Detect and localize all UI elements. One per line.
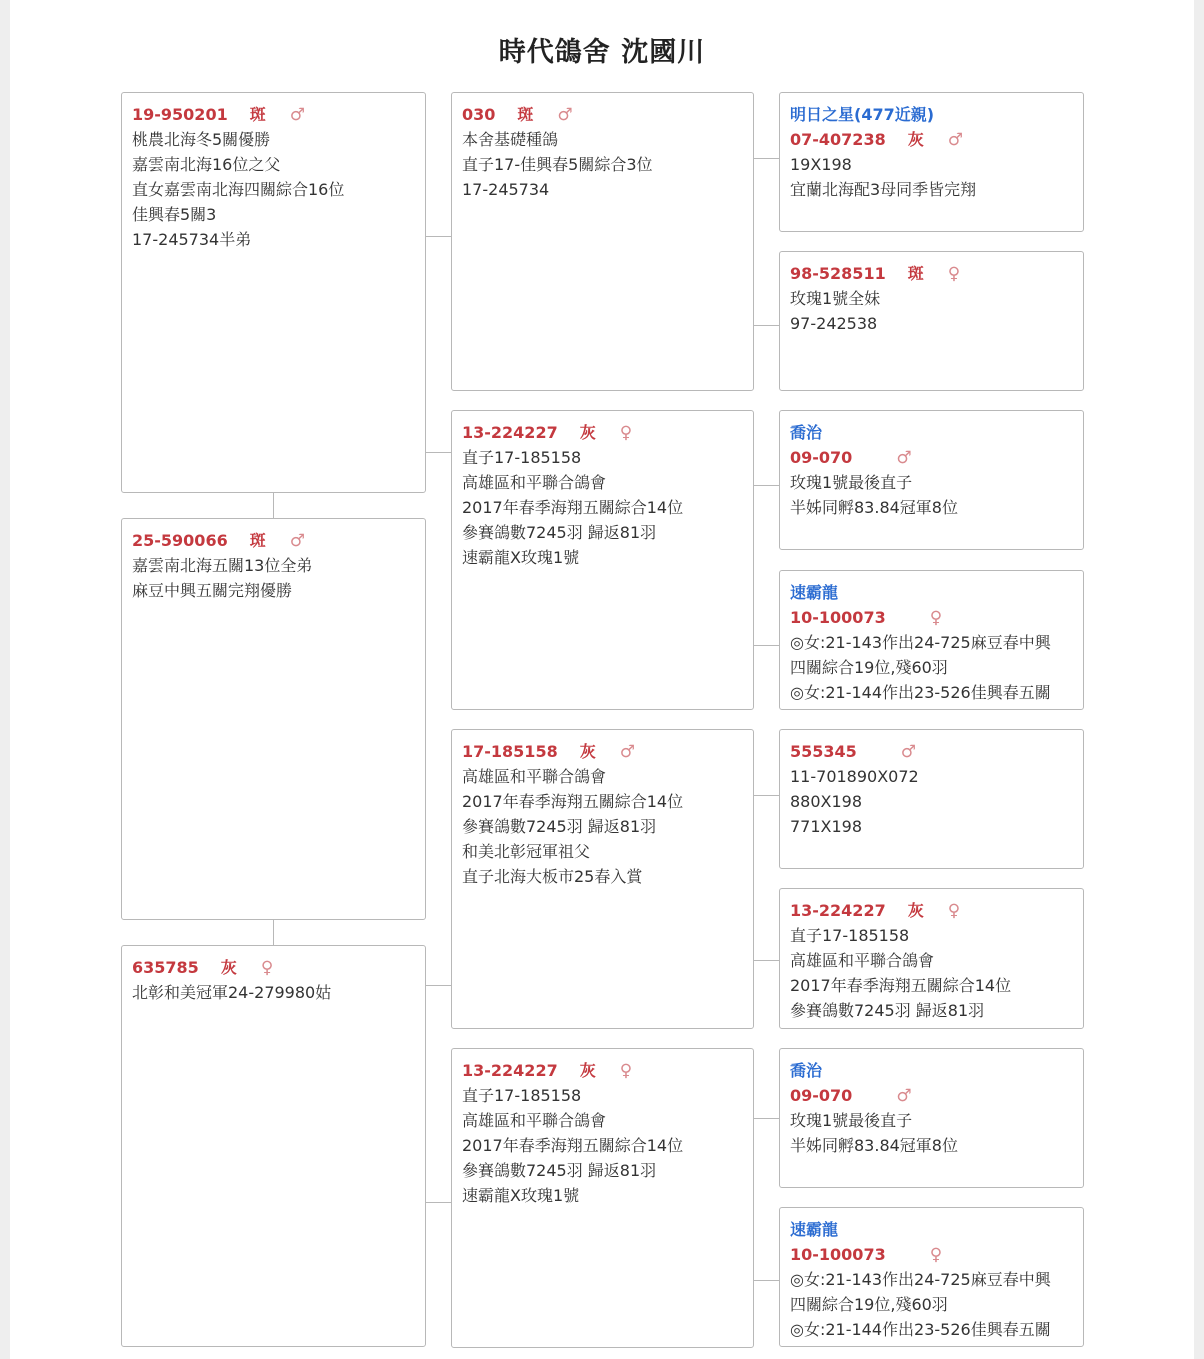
- ring-number: 07-407238: [790, 130, 886, 149]
- note-line: 參賽鴿數7245羽 歸返81羽: [462, 523, 657, 542]
- note-line: 麻豆中興五關完翔優勝: [132, 581, 293, 600]
- note-line: 19X198: [790, 155, 852, 174]
- ring-header: [790, 261, 1073, 286]
- ring-header: [462, 1058, 743, 1083]
- connector-line: [754, 325, 779, 326]
- note-line: 四關綜合19位,殘60羽: [790, 658, 948, 677]
- note-line: 玫瑰1號最後直子: [790, 1111, 913, 1130]
- ring-number: 10-100073: [790, 608, 886, 627]
- female-icon: ♀: [619, 423, 633, 443]
- gen3-card[interactable]: [779, 410, 1084, 550]
- note-line: 速霸龍X玫瑰1號: [462, 548, 580, 567]
- note-line: 880X198: [790, 792, 863, 811]
- note-line: 參賽鴿數7245羽 歸返81羽: [462, 817, 657, 836]
- note-line: 直子17-佳興春5關綜合3位: [462, 155, 653, 174]
- ring-header: [790, 1083, 1073, 1108]
- ring-number: 19-950201: [132, 105, 228, 124]
- note-line: 高雄區和平聯合鴿會: [462, 473, 607, 492]
- ring-header: [790, 739, 1073, 764]
- feather-color: 灰: [907, 130, 924, 149]
- male-icon: ♂: [900, 742, 917, 762]
- female-icon: ♀: [260, 958, 274, 978]
- ring-header: [462, 739, 743, 764]
- note-line: 直子17-185158: [462, 1086, 582, 1105]
- ring-number: 13-224227: [462, 1061, 558, 1080]
- feather-color: 斑: [907, 264, 924, 283]
- ring-header: [462, 102, 743, 127]
- ring-header: [790, 898, 1073, 923]
- note-line: 高雄區和平聯合鴿會: [462, 1111, 607, 1130]
- note-line: 嘉雲南北海五關13位全弟: [132, 556, 313, 575]
- feather-color: 灰: [579, 1061, 596, 1080]
- gen3-card[interactable]: [779, 251, 1084, 391]
- note-line: 半姊同孵83.84冠軍8位: [790, 1136, 958, 1155]
- gen2-card[interactable]: [451, 729, 754, 1029]
- connector-line: [273, 920, 274, 945]
- ring-number: 10-100073: [790, 1245, 886, 1264]
- female-icon: ♀: [619, 1061, 633, 1081]
- gen2-card[interactable]: [451, 1048, 754, 1348]
- gen1-card[interactable]: [121, 945, 426, 1347]
- note-line: 宜蘭北海配3母同季皆完翔: [790, 180, 977, 199]
- note-line: 嘉雲南北海16位之父: [132, 155, 281, 174]
- gen1-card[interactable]: [121, 92, 426, 493]
- pigeon-name: 速霸龍: [790, 583, 839, 602]
- ring-header: [132, 955, 415, 980]
- male-icon: ♂: [896, 1086, 912, 1106]
- note-line: 和美北彰冠軍祖父: [462, 842, 591, 861]
- note-line: 直女嘉雲南北海四關綜合16位: [132, 180, 345, 199]
- feather-color: 斑: [249, 105, 266, 124]
- feather-color: 灰: [907, 901, 924, 920]
- male-icon: ♂: [289, 531, 305, 551]
- note-line: 半姊同孵83.84冠軍8位: [790, 498, 958, 517]
- connector-line: [754, 1118, 779, 1119]
- pigeon-name: 喬治: [790, 423, 823, 442]
- note-line: 11-701890X072: [790, 767, 919, 786]
- ring-header: [132, 528, 415, 553]
- male-icon: ♂: [289, 105, 305, 125]
- pigeon-name: 速霸龍: [790, 1220, 839, 1239]
- ring-header: [132, 102, 415, 127]
- note-line: 2017年春季海翔五關綜合14位: [462, 1136, 684, 1155]
- connector-line: [426, 985, 451, 986]
- note-line: 97-242538: [790, 314, 878, 333]
- note-line: 直子北海大板市25春入賞: [462, 867, 643, 886]
- note-line: 四關綜合19位,殘60羽: [790, 1295, 948, 1314]
- male-icon: ♂: [619, 742, 635, 762]
- note-line: 高雄區和平聯合鴿會: [790, 951, 935, 970]
- gen3-card[interactable]: [779, 729, 1084, 869]
- ring-number: 98-528511: [790, 264, 886, 283]
- feather-color: 灰: [579, 423, 596, 442]
- ring-number: 635785: [132, 958, 199, 977]
- ring-number: 030: [462, 105, 496, 124]
- ring-number: 09-070: [790, 448, 853, 467]
- connector-line: [273, 493, 274, 518]
- pigeon-name: 喬治: [790, 1061, 823, 1080]
- gen1-card[interactable]: [121, 518, 426, 920]
- note-line: 桃農北海冬5關優勝: [132, 130, 271, 149]
- ring-header: [462, 420, 743, 445]
- ring-number: 555345: [790, 742, 857, 761]
- note-line: 高雄區和平聯合鴿會: [462, 767, 607, 786]
- ring-header: [790, 605, 1073, 630]
- feather-color: 灰: [579, 742, 596, 761]
- connector-line: [754, 1280, 779, 1281]
- male-icon: ♂: [947, 130, 963, 150]
- ring-number: 17-185158: [462, 742, 558, 761]
- male-icon: ♂: [896, 448, 912, 468]
- connector-line: [754, 795, 779, 796]
- connector-line: [754, 960, 779, 961]
- note-line: 參賽鴿數7245羽 歸返81羽: [790, 1001, 985, 1020]
- ring-number: 13-224227: [790, 901, 886, 920]
- note-line: 速霸龍X玫瑰1號: [462, 1186, 580, 1205]
- ring-number: 13-224227: [462, 423, 558, 442]
- gen3-card[interactable]: [779, 92, 1084, 232]
- connector-line: [426, 1202, 451, 1203]
- note-line: ◎女:21-143作出24-725麻豆春中興: [790, 1270, 1051, 1289]
- connector-line: [754, 645, 779, 646]
- gen3-card[interactable]: [779, 888, 1084, 1029]
- female-icon: ♀: [929, 608, 943, 628]
- note-line: 17-245734: [462, 180, 550, 199]
- note-line: 玫瑰1號最後直子: [790, 473, 913, 492]
- note-line: 參賽鴿數7245羽 歸返81羽: [462, 1161, 657, 1180]
- gen2-card[interactable]: [451, 92, 754, 391]
- note-line: 北彰和美冠軍24-279980姑: [132, 983, 332, 1002]
- female-icon: ♀: [929, 1245, 943, 1265]
- note-line: 2017年春季海翔五關綜合14位: [462, 792, 684, 811]
- pigeon-name: 明日之星(477近親): [790, 105, 935, 124]
- note-line: 直子17-185158: [462, 448, 582, 467]
- note-line: 17-245734半弟: [132, 230, 252, 249]
- connector-line: [426, 236, 451, 237]
- gen2-card[interactable]: [451, 410, 754, 710]
- gen3-card[interactable]: [779, 1207, 1084, 1347]
- ring-header: [790, 127, 1073, 152]
- note-line: ◎女:21-143作出24-725麻豆春中興: [790, 633, 1051, 652]
- note-line: 2017年春季海翔五關綜合14位: [462, 498, 684, 517]
- connector-line: [426, 452, 451, 453]
- ring-number: 25-590066: [132, 531, 228, 550]
- gen3-card[interactable]: [779, 1048, 1084, 1188]
- male-icon: ♂: [557, 105, 573, 125]
- feather-color: 斑: [249, 531, 266, 550]
- note-line: 2017年春季海翔五關綜合14位: [790, 976, 1012, 995]
- connector-line: [754, 158, 779, 159]
- note-line: 玫瑰1號全妹: [790, 289, 881, 308]
- ring-header: [790, 1242, 1073, 1267]
- female-icon: ♀: [947, 901, 961, 921]
- gen3-card[interactable]: [779, 570, 1084, 710]
- note-line: ◎女:21-144作出23-526佳興春五關: [790, 1320, 1051, 1339]
- feather-color: 斑: [517, 105, 534, 124]
- ring-number: 09-070: [790, 1086, 853, 1105]
- ring-header: [790, 445, 1073, 470]
- page-title: 時代鴿舍 沈國川: [498, 37, 706, 68]
- female-icon: ♀: [947, 264, 961, 284]
- note-line: ◎女:21-144作出23-526佳興春五關: [790, 683, 1051, 702]
- note-line: 直子17-185158: [790, 926, 910, 945]
- connector-line: [754, 485, 779, 486]
- note-line: 771X198: [790, 817, 863, 836]
- note-line: 本舍基礎種鴿: [462, 130, 559, 149]
- feather-color: 灰: [220, 958, 237, 977]
- note-line: 佳興春5關3: [132, 205, 217, 224]
